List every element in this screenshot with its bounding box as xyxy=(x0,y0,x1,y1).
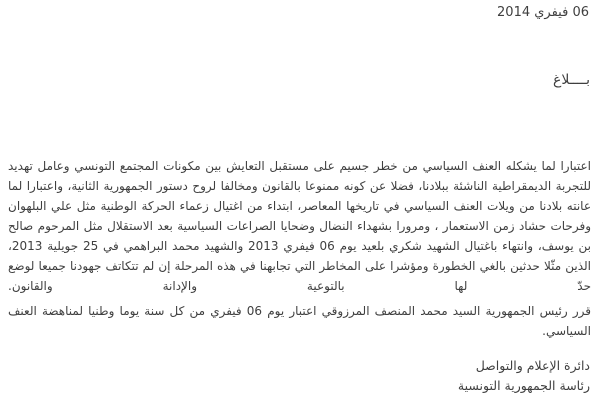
signature-department-line: دائرة الإعلام والتواصل xyxy=(475,358,590,373)
signature-presidency-line: رئاسة الجمهورية التونسية xyxy=(457,378,590,393)
document-date: 06 فيفري 2014 xyxy=(497,5,589,20)
body-paragraph: اعتبارا لما يشكله العنف السياسي من خطر جسيم على مستقبل التعايش بين مكونات المجتمع التونسي وعامل تهديد للتجربة الديمقراطية الناشئة ببلادنا، فضلا عن كونه ممنوعا بالقانون ومخالفا لروح دستور الجمهورية الثانية، واعتبارا لما عانته بلادنا من ويلات العنف السياسي في تاريخها المعاصر، ابتداء من اغتيال زعماء الحركة الوطنية مثل علي البلهوان وفرحات حشاد زمن الاستعمار ، ومرورا بشهداء النضال وضحايا الصراعات السياسية بعد الاستقلال مثل المرحوم صالح بن يوسف، وانتهاء باغتيال الشهيد شكري بلعيد يوم 06 فيفري 2013 والشهيد محمد البراهمي في 25 جويلية 2013، الذين مثّلا حدثين بالغي الخطورة ومؤشرا على المخاطر التي تجابهنا في هذه المرحلة إن لم تتكاتف جهودنا جميعا لوضع حدّ لها بالتوعية والإدانة والقانون. xyxy=(8,159,591,293)
signature-block xyxy=(458,356,590,396)
communique-title: بــــلاغ xyxy=(552,72,590,88)
decision-paragraph: قرر رئيس الجمهورية السيد محمد المنصف المرزوقي اعتبار يوم 06 فيفري من كل سنة يوما وطنيا لمناهضة العنف السياسي. xyxy=(8,304,591,338)
